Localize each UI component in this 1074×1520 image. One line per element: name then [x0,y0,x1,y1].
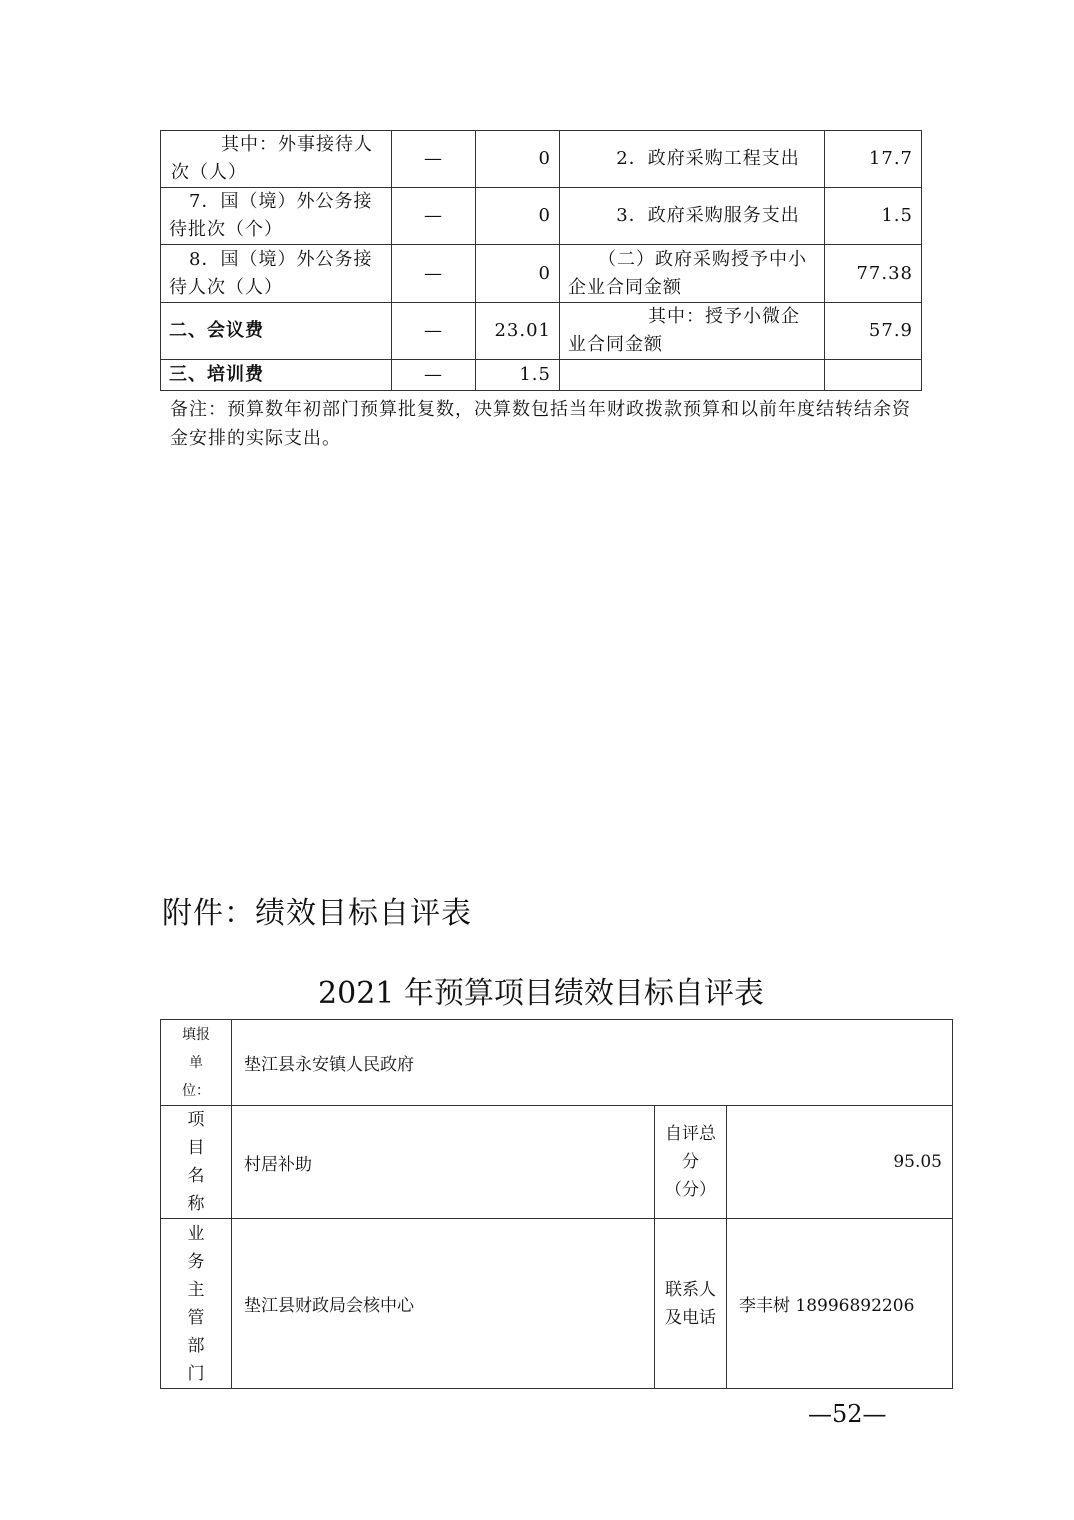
actual-cell: 23.01 [476,303,560,360]
score-value: 95.05 [727,1106,953,1219]
contact-label: 联系人及电话 [655,1219,727,1389]
unit-value: 垫江县永安镇人民政府 [232,1020,953,1106]
actual-cell: 0 [476,245,560,303]
row-label-2: （二）政府采购授予中小企业合同金额 [560,245,825,303]
form-row-project [161,1106,953,1219]
row-label: 其中：外事接待人次（人） [161,131,392,188]
value-cell-2 [825,360,922,391]
budget-cell: — [392,360,476,391]
dept-value: 垫江县财政局会核中心 [232,1219,655,1389]
actual-cell: 1.5 [476,360,560,391]
unit-label: 填报单位： [161,1020,232,1106]
score-label: 自评总分（分） [655,1106,727,1219]
row-label-2: 其中：授予小微企业合同金额 [560,303,825,360]
budget-cell: — [392,188,476,245]
table-note: 备注：预算数年初部门预算批复数，决算数包括当年财政拨款预算和以前年度结转结余资金安排的实际支出。 [170,399,911,449]
self-evaluation-form [160,1019,953,1389]
form-row-dept [161,1219,953,1389]
value-cell-2: 17.7 [825,131,922,188]
form-title: 2021 年预算项目绩效目标自评表 [318,976,764,1011]
table-row [161,360,922,391]
row-label: 7．国（境）外公务接待批次（个） [161,188,392,245]
project-label: 项目名称 [161,1106,232,1219]
value-cell-2: 57.9 [825,303,922,360]
budget-cell: — [392,245,476,303]
budget-cell: — [392,303,476,360]
table-row [161,131,922,188]
form-row-unit [161,1020,953,1106]
row-label: 二、会议费 [161,303,392,360]
actual-cell: 0 [476,188,560,245]
row-label: 8．国（境）外公务接待人次（人） [161,245,392,303]
table-row [161,245,922,303]
row-label-2: 3．政府采购服务支出 [560,188,825,245]
expense-table [160,130,922,391]
dept-label: 业务主管部门 [161,1219,232,1389]
row-label-2: 2．政府采购工程支出 [560,131,825,188]
row-label: 三、培训费 [161,360,392,391]
page-number: —52— [808,1400,887,1428]
value-cell-2: 77.38 [825,245,922,303]
value-cell-2: 1.5 [825,188,922,245]
row-label-2 [560,360,825,391]
project-value: 村居补助 [232,1106,655,1219]
budget-cell: — [392,131,476,188]
table-row [161,303,922,360]
contact-value: 李丰树 18996892206 [727,1219,953,1389]
actual-cell: 0 [476,131,560,188]
table-row [161,188,922,245]
attachment-heading: 附件：绩效目标自评表 [162,896,472,931]
